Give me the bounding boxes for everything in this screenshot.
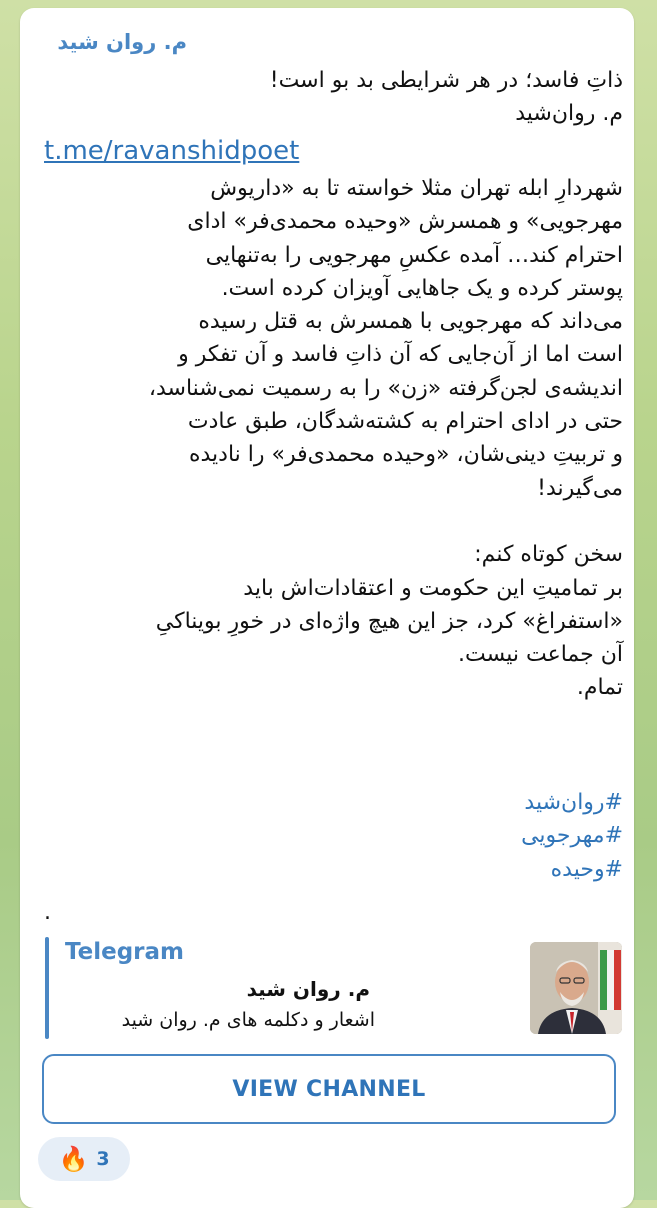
body-line: است اما از آن‌جایی که آن ذاتِ فاسد و آن تفکر و (178, 342, 623, 368)
body-line: آن جماعت نیست. (458, 642, 623, 668)
reaction-fire[interactable] (38, 1137, 130, 1181)
body-line: سخن کوتاه کنم: (474, 542, 623, 568)
trailing-dot: . (44, 900, 51, 925)
channel-avatar-photo[interactable] (530, 942, 622, 1034)
hashtag-link[interactable]: #وحیده (550, 856, 623, 882)
preview-description: اشعار و دکلمه های م. روان شید (121, 1009, 375, 1031)
body-line (41, 705, 623, 738)
preview-accent-bar (45, 937, 49, 1039)
fire-icon: 🔥 (58, 1145, 89, 1173)
body-line (41, 505, 623, 538)
body-line: تمام. (576, 675, 623, 701)
intro-line: ذاتِ فاسد؛ در هر شرایطی بد بو است! (269, 68, 623, 93)
sender-name[interactable]: م. روان شید (57, 30, 187, 54)
preview-title: م. روان شید (246, 977, 370, 1001)
message-intro (41, 64, 623, 131)
preview-site-name: Telegram (65, 939, 185, 965)
hashtag-list (41, 786, 623, 886)
body-line: و تربیتِ دینی‌شان، «وحیده محمدی‌فر» را نادیده (188, 442, 623, 468)
hashtag-link[interactable]: #روان‌شید (524, 790, 623, 815)
message-body (41, 172, 623, 738)
avatar-illustration (530, 942, 622, 1034)
body-line: حتی در ادای احترام به کشته‌شدگان، طبق عادت (187, 409, 623, 435)
reaction-count: 3 (96, 1148, 110, 1170)
body-line: «استفراغ» کرد، جز این هیچ واژه‌ای در خورِ بویناکیِ (155, 608, 623, 634)
body-line: مهرجویی» و همسرش «وحیده محمدی‌فر» ادای (187, 209, 623, 235)
body-line: می‌داند که مهرجویی با همسرش به قتل رسیده (198, 309, 623, 335)
body-line: شهردارِ ابله تهران مثلا خواسته تا به «داریوش (210, 176, 623, 201)
intro-line: م. روان‌شید (515, 101, 623, 127)
body-line: پوستر کرده و یک جاهایی آویزان کرده است. (221, 275, 623, 301)
view-channel-button[interactable]: VIEW CHANNEL (42, 1054, 616, 1124)
body-line: اندیشه‌ی لجن‌گرفته «زن» را به رسمیت نمی‌شناسد، (148, 375, 623, 401)
body-line: بر تمامیتِ این حکومت و اعتقادات‌اش باید (243, 575, 623, 601)
channel-link[interactable]: t.me/ravanshidpoet (44, 136, 300, 166)
body-line: می‌گیرند! (537, 475, 623, 501)
hashtag-link[interactable]: #مهرجویی (521, 823, 623, 849)
body-line: احترام کند… آمده عکسِ مهرجویی را به‌تنهایی (205, 242, 623, 268)
